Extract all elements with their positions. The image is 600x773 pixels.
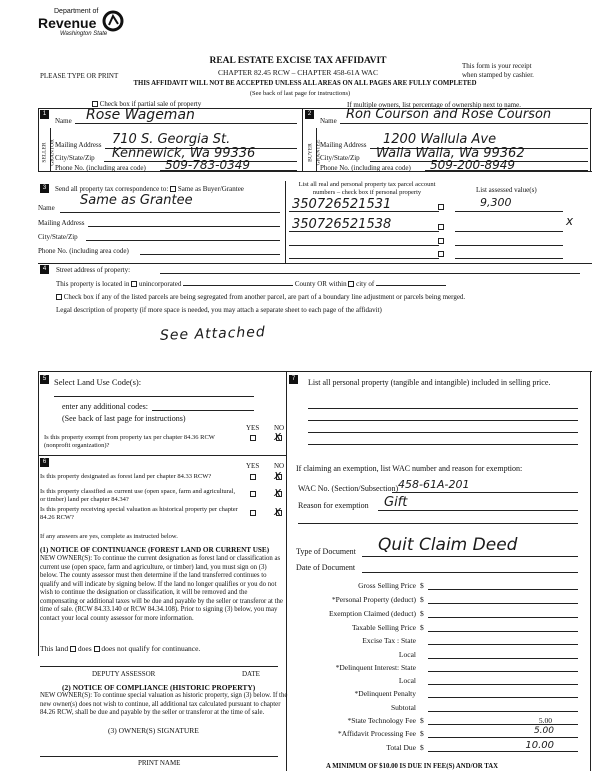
parcel-3-personal-checkbox[interactable]	[438, 238, 444, 244]
buyer-city-state-zip[interactable]: Walla Walla, Wa 99362	[376, 146, 525, 161]
current-use-question: Is this property classified as current use (open space, farm and agricultural, or timber) land per chapter 84.34?	[40, 488, 236, 503]
section-5-marker: 5	[40, 375, 49, 384]
section-6-marker: 6	[40, 458, 49, 467]
nonprofit-question: Is this property exempt from property tax per chapter 84.36 RCW (nonprofit organization)?	[44, 434, 215, 449]
city-of-label: city of	[356, 280, 375, 288]
seller-name[interactable]: Rose Wageman	[86, 107, 195, 123]
qualify-row	[40, 645, 200, 653]
city-checkbox[interactable]	[348, 281, 354, 287]
revenue-text: Revenue	[38, 15, 97, 31]
segregate-label: Check box if any of the listed parcels are being segregated from another parcel, are part of a boundary line adjustment or parcels being merged.	[63, 293, 466, 301]
same-as-buyer-checkbox[interactable]	[170, 186, 176, 192]
wac-label: WAC No. (Section/Subsection)	[298, 484, 399, 493]
document-type-label: Type of Document	[296, 547, 356, 556]
seller-mailing-address[interactable]: 710 S. Georgia St.	[112, 132, 231, 147]
dept-of-text: Department of	[54, 8, 99, 15]
current-use-no-mark: x	[274, 485, 282, 499]
same-as-buyer-label: Same as Buyer/Grantee	[177, 185, 244, 193]
tax-mail-label: Mailing Address	[38, 219, 85, 227]
county-label: County OR within	[294, 280, 347, 288]
fee-value[interactable]	[428, 703, 578, 712]
buyer-city-label: City/State/Zip	[320, 154, 360, 162]
deputy-assessor-label: DEPUTY ASSESSOR	[92, 670, 156, 678]
fee-label: Subtotal	[390, 703, 416, 712]
seller-city-label: City/State/Zip	[55, 154, 95, 162]
washington-state-text: Washington State	[60, 31, 108, 37]
receipt-note-2: when stamped by cashier.	[462, 71, 534, 79]
segregate-checkbox[interactable]	[56, 294, 62, 300]
seller-name-label: Name	[55, 117, 72, 125]
legal-description-label: Legal description of property (if more space is needed, you may attach a separate sheet to each page of the affidavit)	[56, 306, 382, 314]
dor-emblem-icon	[102, 10, 124, 32]
sec6-yes-header: YES	[246, 462, 260, 470]
completion-notice: THIS AFFIDAVIT WILL NOT BE ACCEPTED UNLESS ALL AREAS ON ALL PAGES ARE FULLY COMPLETED	[133, 80, 477, 87]
fee-value[interactable]	[428, 663, 578, 672]
fee-value[interactable]	[428, 609, 578, 618]
buyer-mailing-address[interactable]: 1200 Wallula Ave	[383, 132, 497, 147]
this-land-label: This land	[40, 644, 69, 653]
does-not-label: does not qualify for continuance.	[101, 644, 201, 653]
form-title: REAL ESTATE EXCISE TAX AFFIDAVIT	[209, 56, 387, 66]
legal-description-value[interactable]: See Attached	[159, 324, 267, 344]
buyer-name[interactable]: Ron Courson and Rose Courson	[346, 107, 552, 122]
tax-phone-label: Phone No. (including area code)	[38, 247, 129, 255]
additional-codes-label: enter any additional codes:	[62, 402, 148, 411]
fee-label: *Delinquent Penalty	[354, 689, 416, 698]
located-label: This property is located in	[56, 280, 130, 288]
buyer-phone-label: Phone No. (including area code)	[320, 164, 411, 172]
fee-value[interactable]	[428, 676, 578, 685]
fee-label: *Delinquent Interest: State	[335, 663, 416, 672]
receipt-note: This form is your receipt	[462, 62, 532, 70]
parcel-list-label: List all real and personal property tax parcel account numbers – check box if personal property	[298, 181, 436, 196]
send-correspondence-label: Send all property tax correspondence to:	[55, 185, 169, 193]
assessed-value-1[interactable]: 9,300	[480, 196, 512, 209]
section-7-marker: 7	[289, 375, 298, 384]
print-label: PLEASE TYPE OR PRINT	[40, 72, 119, 80]
fee-value[interactable]	[428, 595, 578, 604]
unincorporated-checkbox[interactable]	[131, 281, 137, 287]
dollar-sign: $	[420, 623, 424, 632]
fee-label: Taxable Selling Price	[351, 623, 416, 632]
dollar-sign: $	[420, 743, 424, 752]
forest-land-question: Is this property designated as forest land per chapter 84.33 RCW?	[40, 473, 212, 480]
notice-compliance-title: (2) NOTICE OF COMPLIANCE (HISTORIC PROPERTY)	[62, 683, 256, 692]
multi-owner-note: If multiple owners, list percentage of ownership next to name.	[347, 101, 521, 109]
form-subtitle: CHAPTER 82.45 RCW – CHAPTER 458-61A WAC	[218, 68, 378, 77]
fee-value[interactable]	[428, 581, 578, 590]
section-2-marker: 2	[305, 110, 314, 119]
seller-city-state-zip[interactable]: Kennewick, Wa 99336	[112, 146, 256, 161]
assessed-value-label: List assessed value(s)	[476, 186, 537, 194]
nonprofit-no-mark: x	[274, 429, 282, 443]
fee-value[interactable]	[428, 636, 578, 645]
does-not-qualify-checkbox[interactable]	[94, 646, 100, 652]
instructions-note: (See back of last page for instructions)	[249, 90, 351, 97]
fee-label: Exemption Claimed (deduct)	[328, 609, 416, 618]
forest-land-yes-checkbox[interactable]	[250, 474, 256, 480]
historic-no-mark: x	[274, 504, 282, 518]
sec6-no-header: NO	[274, 462, 285, 470]
fee-label: Local	[398, 650, 416, 659]
parcel-number-1[interactable]: 350726521531	[292, 197, 392, 212]
segregate-row	[56, 293, 465, 301]
current-use-yes-checkbox[interactable]	[250, 491, 256, 497]
forest-land-no-mark: x	[274, 468, 282, 482]
dollar-sign: $	[420, 729, 424, 738]
unincorporated-label: unincorporated	[138, 280, 182, 288]
seller-phone-label: Phone No. (including area code)	[55, 164, 146, 172]
section-3-marker: 3	[40, 184, 49, 193]
margin-x-mark: x	[566, 214, 574, 228]
personal-property-label: List all personal property (tangible and intangible) included in selling price.	[308, 378, 551, 387]
notice-continuance-body: NEW OWNER(S): To continue the current designation as forest land or classification as current use (open space, farm and agriculture, or timber) land, you must sign on (3) below. The county assessor must then determine if the land transferred continues to qualify and will indicate by signing below. If the land no longer qualifies or you do not wish to continue the designation or classification, it will be removed and the compensating or additional taxes will be due and payable by the seller or transferor at the time of sale. (RCW 84.33.140 or RCW 84.34.108). Prior to signing (3) below, you may contact your local county assessor for more information.	[40, 555, 283, 622]
owner-signature-label: (3) OWNER(S) SIGNATURE	[108, 726, 199, 735]
dollar-sign: $	[420, 609, 424, 618]
if-yes-instruction: If any answers are yes, complete as instructed below.	[40, 533, 178, 540]
parcel-4-personal-checkbox[interactable]	[438, 251, 444, 257]
notice-continuance-title: (1) NOTICE OF CONTINUANCE (FOREST LAND OR CURRENT USE)	[40, 546, 270, 554]
nonprofit-yes-checkbox[interactable]	[250, 435, 256, 441]
fee-value[interactable]: 5.00	[428, 726, 578, 738]
document-date-label: Date of Document	[296, 563, 356, 572]
land-use-instructions: (See back of last page for instructions)	[62, 414, 186, 423]
seller-side-label: SELLER GRANTOR	[41, 139, 55, 166]
tax-name-label: Name	[38, 204, 55, 212]
buyer-name-label: Name	[320, 117, 337, 125]
exemption-reason[interactable]: Gift	[384, 495, 408, 510]
dollar-sign: $	[420, 581, 424, 590]
reason-label: Reason for exemption	[298, 501, 369, 510]
seller-mail-label: Mailing Address	[55, 141, 102, 149]
parcel-number-2[interactable]: 350726521538	[292, 217, 392, 232]
fee-label: *Personal Property (deduct)	[331, 595, 416, 604]
historic-question: Is this property receiving special valuation as historical property per chapter 84.26 RCW?	[40, 506, 238, 521]
notice-compliance-body: NEW OWNER(S): To continue special valuation as historic property, sign (3) below. If the new owner(s) does not wish to continue, all additional tax calculated pursuant to chapter 84.26 RCW, shall be due and payable by the seller or transferor at the time of sale.	[40, 692, 288, 716]
fee-value[interactable]: 5.00	[428, 716, 578, 725]
fee-label: Gross Selling Price	[358, 581, 416, 590]
tax-correspondence-row	[55, 185, 244, 193]
parcel-1-personal-checkbox[interactable]	[438, 204, 444, 210]
dor-logo	[38, 8, 128, 48]
print-name-label: PRINT NAME	[138, 759, 181, 767]
section-1-marker: 1	[40, 110, 49, 119]
section-4-marker: 4	[40, 265, 49, 274]
fee-value[interactable]: 10.00	[428, 740, 578, 752]
dollar-sign: $	[420, 716, 424, 725]
buyer-mail-label: Mailing Address	[320, 141, 367, 149]
exemption-instruction: If claiming an exemption, list WAC number and reason for exemption:	[296, 464, 523, 473]
fee-value[interactable]	[428, 689, 578, 698]
location-row	[56, 280, 446, 288]
deputy-date-label: DATE	[242, 670, 260, 678]
seller-phone[interactable]: 509-783-0349	[165, 158, 251, 172]
sec5-no-header: NO	[274, 424, 285, 432]
sec5-yes-header: YES	[246, 424, 260, 432]
tax-city-label: City/State/Zip	[38, 233, 78, 241]
does-qualify-checkbox[interactable]	[70, 646, 76, 652]
dollar-sign: $	[420, 595, 424, 604]
does-label: does	[77, 644, 92, 653]
fee-label: Total Due	[386, 743, 416, 752]
tax-correspondence-name[interactable]: Same as Grantee	[80, 193, 193, 208]
buyer-phone[interactable]: 509-200-8949	[430, 158, 516, 172]
minimum-fee-notice: A MINIMUM OF $10.00 IS DUE IN FEE(S) AND/OR TAX	[326, 763, 499, 770]
fee-label: *Affidavit Processing Fee	[337, 729, 416, 738]
partial-sale-label: Check box if partial sale of property	[99, 100, 202, 108]
historic-yes-checkbox[interactable]	[250, 510, 256, 516]
fee-label: Excise Tax : State	[362, 636, 416, 645]
select-land-use-label: Select Land Use Code(s):	[54, 377, 142, 387]
buyer-side-label: BUYER GRANTEE	[307, 139, 321, 166]
parcel-2-personal-checkbox[interactable]	[438, 224, 444, 230]
document-type[interactable]: Quit Claim Deed	[378, 535, 518, 555]
fee-label: Local	[398, 676, 416, 685]
fee-value[interactable]	[428, 650, 578, 659]
fee-label: *State Technology Fee	[347, 716, 416, 725]
fee-value[interactable]	[428, 623, 578, 632]
street-address-label: Street address of property:	[56, 266, 131, 274]
wac-number[interactable]: 458-61A-201	[398, 478, 470, 491]
